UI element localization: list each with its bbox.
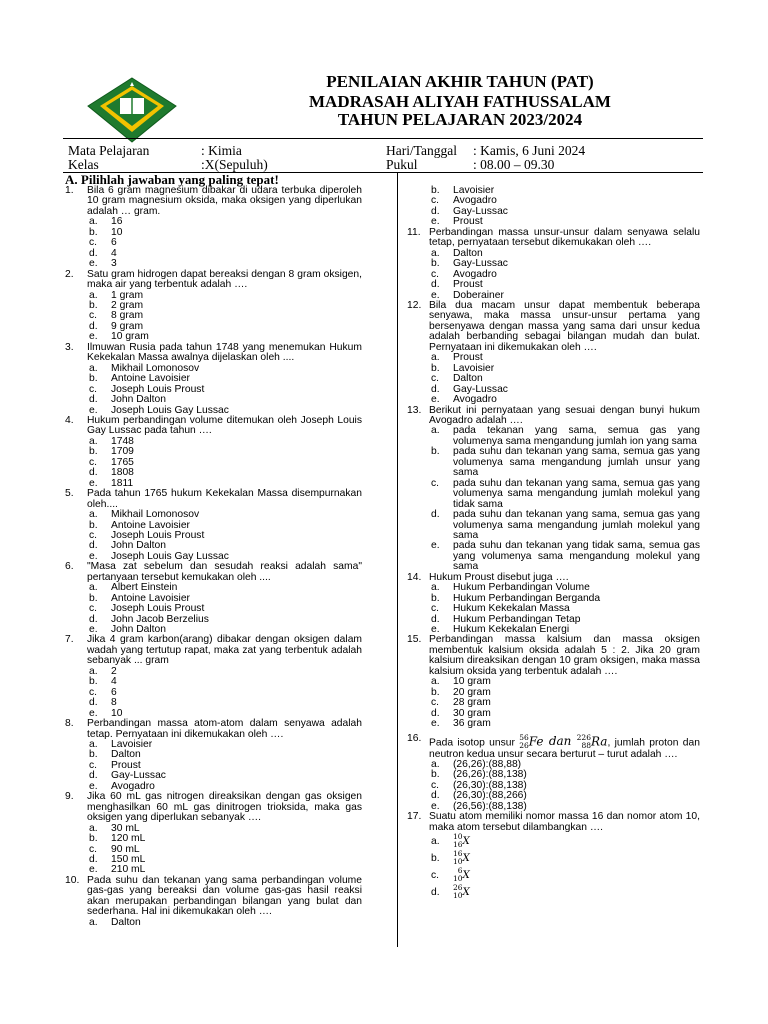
question — [62, 719, 362, 792]
hari-label: Hari/Tanggal — [386, 143, 458, 158]
answer-option: e. 210 mL — [89, 864, 146, 876]
kelas-label: Kelas — [68, 157, 99, 172]
header-rule — [63, 138, 703, 139]
question — [62, 792, 362, 876]
answer-option: c. 6 10 X — [431, 866, 470, 884]
question-text: 3. Ilmuwan Rusia pada tahun 1748 yang menemukan Hukum Kekekalan Massa awalnya dijelaskan oleh .... — [65, 341, 362, 364]
question-text: 6. "Masa zat sebelum dan sesudah reaksi adalah sama" pertanyaan tersebut kemukakan oleh .... — [65, 561, 362, 583]
answer-option: d. (26,30):(88,266) — [431, 790, 527, 802]
answer-option: c. Avogadro — [431, 195, 497, 207]
answer-option: d. 26 10 X — [431, 883, 470, 901]
left-column — [62, 186, 362, 928]
nuclide-symbol: 10 16 X — [453, 832, 470, 850]
answer-option: c. Hukum Kekekalan Massa — [431, 603, 570, 615]
question — [62, 562, 362, 635]
answer-option: d. 9 gram — [89, 320, 144, 332]
answer-option: d. 150 mL — [89, 854, 146, 865]
answer-option: d. 4 — [89, 247, 117, 259]
answer-option: b. 10 — [89, 226, 123, 238]
answer-option: d. John Jacob Berzelius — [89, 613, 209, 625]
answer-option: b. 1709 — [89, 446, 134, 458]
answer-option: b. 16 10 X — [431, 849, 470, 867]
header-line-3: TAHUN PELAJARAN 2023/2024 — [337, 110, 583, 129]
question — [404, 635, 700, 729]
answer-option: d. 8 — [89, 697, 117, 709]
answer-option: c. 8 gram — [89, 310, 144, 322]
answer-option: a. Proust — [431, 352, 483, 364]
question-text: 15. Perbandingan massa kalsium dan massa oksigen membentuk kalsium oksida adalah 5 : 2. Jika 20 gram kalsium direaksikan dengan 10 gram oksigen, maka massa kalsium oksida yang terbentuk adalah …. — [407, 634, 700, 677]
answer-option: a. 1 gram — [89, 289, 144, 301]
answer-option: b. Gay-Lussac — [431, 258, 508, 270]
answer-option: d. pada suhu dan tekanan yang sama, semua gas yang volumenya sama mengandung jumlah molekul yang sama — [431, 509, 700, 541]
answer-option: d. 1808 — [89, 467, 134, 479]
answer-option: e. Joseph Louis Gay Lussac — [89, 404, 229, 416]
question-text: 5. Pada tahun 1765 hukum Kekekalan Massa disempurnakan oleh.... — [65, 488, 362, 510]
question — [404, 228, 700, 301]
answer-option: a. Dalton — [89, 916, 141, 928]
answer-option: b. Dalton — [89, 749, 141, 761]
answer-option: c. Proust — [89, 759, 141, 771]
answer-option: e. 1811 — [89, 477, 134, 489]
answer-option: d. 30 gram — [431, 707, 491, 719]
question-text: 17. Suatu atom memiliki nomor massa 16 dan nomor atom 10, maka atom tersebut dilambangkan …. — [407, 811, 700, 833]
answer-option: c. 90 mL — [89, 843, 140, 855]
answer-option: b. 120 mL — [89, 833, 146, 845]
question-text: 4. Hukum perbandingan volume ditemukan oleh Joseph Louis Gay Lussac pada tahun …. — [65, 414, 362, 437]
answer-option: a. Lavoisier — [89, 739, 153, 751]
answer-option: c. 1765 — [89, 456, 134, 468]
question-text: 14. Hukum Proust disebut juga …. — [407, 571, 569, 583]
answer-option: a. Albert Einstein — [89, 582, 178, 594]
question-continued — [404, 186, 700, 228]
answer-option: d. Hukum Perbandingan Tetap — [431, 613, 581, 625]
right-column — [404, 186, 700, 901]
answer-option: e. 3 — [89, 258, 117, 270]
answer-option: d. Gay-Lussac — [431, 383, 508, 395]
answer-option: a. (26,26):(88,88) — [431, 759, 522, 771]
answer-option: a. Hukum Perbandingan Volume — [431, 582, 590, 594]
answer-option: e. Avogadro — [89, 780, 155, 792]
answer-option: e. Hukum Kekekalan Energi — [431, 624, 570, 636]
answer-option: e. Avogadro — [431, 394, 497, 406]
question-text: 9. Jika 60 mL gas nitrogen direaksikan dengan gas oksigen menghasilkan 60 mL gas dinitrogen trioksida, maka gas oksigen yang diperlukan sebanyak …. — [65, 791, 362, 824]
answer-option: c. Dalton — [431, 373, 483, 385]
answer-option: b. Lavoisier — [431, 185, 495, 196]
nuclide-symbol: 16 10 X — [453, 849, 470, 867]
answer-option: a. 2 — [89, 665, 117, 677]
answer-option: a. Mikhail Lomonosov — [89, 509, 200, 521]
answer-option: b. Hukum Perbandingan Berganda — [431, 592, 601, 604]
question — [404, 406, 700, 573]
answer-option: c. 28 gram — [431, 697, 491, 709]
answer-option: e. Doberainer — [431, 289, 504, 301]
answer-option: c. Joseph Louis Proust — [89, 529, 205, 541]
answer-option: e. 10 — [89, 707, 123, 719]
answer-option: a. 10 gram — [431, 676, 491, 688]
question — [62, 489, 362, 562]
nuclide-symbol: 6 10 X — [453, 866, 470, 884]
question-text: 2. Satu gram hidrogen dapat bereaksi dengan 8 gram oksigen, maka air yang terbentuk adalah …. — [65, 268, 362, 291]
answer-option: c. Avogadro — [431, 268, 497, 280]
answer-option: a. 1748 — [89, 435, 134, 447]
question — [404, 301, 700, 406]
answer-option: b. Antoine Lavoisier — [89, 373, 190, 385]
header-line-2: MADRASAH ALIYAH FATHUSSALAM — [309, 92, 611, 111]
answer-option: c. 6 — [89, 686, 117, 698]
question-text: 8. Perbandingan massa atom-atom dalam senyawa adalah tetap. Pernyataan ini dikemukakan oleh …. — [65, 718, 362, 740]
answer-option: d. Proust — [431, 279, 483, 291]
answer-option: b. pada suhu dan tekanan yang sama, semua gas yang volumenya sama mengandung jumlah unsur yang sama — [431, 446, 700, 479]
answer-option: b. Antoine Lavoisier — [89, 592, 190, 604]
answer-option: a. Dalton — [431, 247, 483, 259]
answer-option: e. Joseph Louis Gay Lussac — [89, 550, 229, 562]
answer-option: a. 30 mL — [89, 822, 140, 834]
mapel-label: Mata Pelajaran — [68, 143, 150, 158]
question-text: 13. Berikut ini pernyataan yang sesuai dengan bunyi hukum Avogadro adalah …. — [407, 404, 700, 426]
answer-option: a. 16 — [89, 216, 123, 228]
answer-option: b. Antoine Lavoisier — [89, 519, 190, 531]
answer-option: b. 2 gram — [89, 299, 144, 311]
question — [404, 573, 700, 636]
madrasah-logo — [84, 76, 180, 144]
answer-option: b. 4 — [89, 676, 117, 688]
question — [404, 734, 700, 813]
answer-option: a. 10 16 X — [431, 832, 470, 850]
answer-option: d. Gay-Lussac — [431, 205, 508, 217]
question-text: 12. Bila dua macam unsur dapat membentuk beberapa senyawa, maka massa unsur-unsur pertama yang bersenyawa dengan massa yang sama dari unsur kedua adalah berbanding sebagai bilangan mudah dan bulat. Pernyataan ini dikemukakan oleh …. — [407, 299, 700, 353]
answer-option: c. (26,30):(88,138) — [431, 779, 527, 791]
answer-option: e. pada suhu dan tekanan yang tidak sama, semua gas yang volumenya sama mengandung molekul yang sama — [431, 540, 700, 573]
answer-option: d. John Dalton — [89, 540, 166, 552]
answer-option: e. 10 gram — [89, 331, 149, 343]
answer-option: b. Lavoisier — [431, 362, 495, 374]
question-text: 11. Perbandingan massa unsur-unsur dalam senyawa selalu tetap, pernyataan tersebut dikemukakan oleh …. — [407, 226, 700, 249]
answer-option: e. (26,56):(88,138) — [431, 800, 527, 812]
section-title: A. Pilihlah jawaban yang paling tepat! — [65, 172, 279, 187]
answer-option: e. 36 gram — [431, 718, 491, 730]
question — [62, 270, 362, 343]
hari-value: : Kamis, 6 Juni 2024 — [473, 143, 586, 158]
question — [62, 343, 362, 416]
mapel-value: : Kimia — [201, 143, 242, 158]
answer-option: b. 20 gram — [431, 686, 491, 698]
answer-option: c. Joseph Louis Proust — [89, 383, 205, 395]
answer-option: d. John Dalton — [89, 394, 166, 406]
question — [62, 186, 362, 270]
question-text: 16. Pada isotop unsur 56 26 Fe dan 226 88 Ra, jumlah proton dan neutron kedua unsur secara berturut – turut adalah …. — [407, 732, 700, 760]
column-divider — [397, 172, 398, 947]
answer-option: a. Mikhail Lomonosov — [89, 362, 200, 374]
header-line-1: PENILAIAN AKHIR TAHUN (PAT) — [326, 72, 594, 91]
question-text: 1. Bila 6 gram magnesium dibakar di udara terbuka diperoleh 10 gram magnesium oksida, maka oksigen yang diperlukan adalah … gram. — [65, 185, 362, 217]
answer-option: c. Joseph Louis Proust — [89, 603, 205, 615]
answer-option: c. pada suhu dan tekanan yang sama, semua gas yang volumenya sama mengandung jumlah molekul yang tidak sama — [431, 477, 700, 510]
question-text: 10. Pada suhu dan tekanan yang sama perbandingan volume gas-gas yang bereaksi dan volume gas-gas hasil reaksi akan merupakan perbandingan bilangan yang bulat dan sederhana. Hal ini dikemukakan oleh …. — [65, 874, 362, 918]
question — [404, 812, 700, 901]
isotope-formula: 56 26 Fe dan 226 88 Ra — [519, 732, 608, 750]
pukul-value: : 08.00 – 09.30 — [473, 157, 555, 172]
nuclide-symbol: 26 10 X — [453, 883, 470, 901]
answer-option: e. John Dalton — [89, 624, 166, 636]
pukul-label: Pukul — [386, 157, 418, 172]
answer-option: b. (26,26):(88,138) — [431, 769, 527, 781]
question — [62, 876, 362, 928]
kelas-value: :X(Sepuluh) — [201, 157, 268, 172]
question — [62, 635, 362, 719]
question-text: 7. Jika 4 gram karbon(arang) dibakar dengan oksigen dalam wadah yang tertutup rapat, maka zat yang terbentuk adalah sebanyak ... gram — [65, 634, 362, 667]
question — [62, 416, 362, 489]
answer-option: e. Proust — [431, 216, 483, 228]
answer-option: c. 6 — [89, 237, 117, 249]
answer-option: a. pada tekanan yang sama, semua gas yang volumenya sama mengandung jumlah ion yang sama — [431, 425, 700, 447]
answer-option: d. Gay-Lussac — [89, 770, 166, 782]
